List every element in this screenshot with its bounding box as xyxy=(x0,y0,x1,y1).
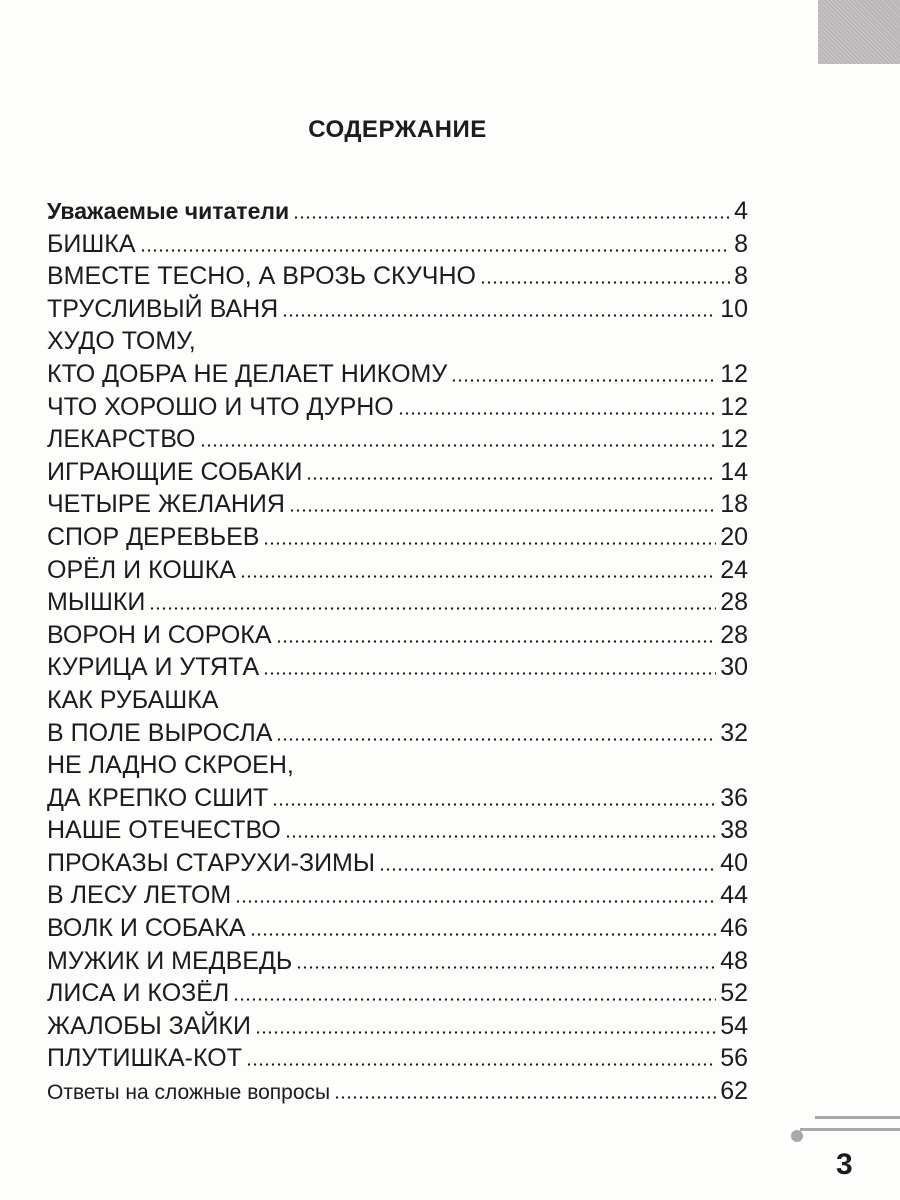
toc-entry-title: ДА КРЕПКО СШИТ xyxy=(47,783,269,812)
dot-leader xyxy=(149,607,716,610)
dot-leader xyxy=(246,1063,716,1066)
decorative-line xyxy=(800,1128,900,1131)
toc-entry-page: 56 xyxy=(720,1044,748,1073)
toc-entry xyxy=(47,521,748,554)
toc-entry xyxy=(47,391,748,424)
toc-entry xyxy=(47,912,748,945)
dot-leader xyxy=(255,1031,716,1034)
toc-entry-page: 8 xyxy=(734,229,748,258)
toc-entry xyxy=(47,749,748,782)
dot-leader xyxy=(296,966,716,969)
toc-entry-title: ЧЕТЫРЕ ЖЕЛАНИЯ xyxy=(47,490,285,519)
dot-leader xyxy=(272,803,716,806)
toc-entry xyxy=(47,782,748,815)
page-title: СОДЕРЖАНИЕ xyxy=(308,116,487,143)
toc-entry-title: ВОРОН И СОРОКА xyxy=(47,620,272,649)
toc-entry xyxy=(47,1042,748,1075)
toc-entry-page: 10 xyxy=(720,294,748,323)
dot-leader xyxy=(276,640,717,643)
dot-leader xyxy=(240,575,716,578)
toc-entry-page: 52 xyxy=(720,979,748,1008)
toc-entry-title: ТРУСЛИВЫЙ ВАНЯ xyxy=(47,294,279,323)
toc-entry xyxy=(47,456,748,489)
toc-entry xyxy=(47,1010,748,1043)
dot-leader xyxy=(200,444,717,447)
toc-entry-title: ВМЕСТЕ ТЕСНО, А ВРОЗЬ СКУЧНО xyxy=(47,262,476,291)
toc-entry-page: 30 xyxy=(720,653,748,682)
toc-entry xyxy=(47,260,748,293)
dot-leader xyxy=(289,509,716,512)
dot-leader xyxy=(285,835,716,838)
toc-entry-page: 54 xyxy=(720,1011,748,1040)
dot-leader xyxy=(276,738,716,741)
dot-leader xyxy=(140,249,731,252)
toc-entry xyxy=(47,325,748,358)
toc-entry xyxy=(47,977,748,1010)
toc-entry xyxy=(47,293,748,326)
toc-entry-page: 12 xyxy=(720,392,748,421)
toc-entry-title: КТО ДОБРА НЕ ДЕЛАЕТ НИКОМУ xyxy=(47,359,448,388)
toc-entry-title: КАК РУБАШКА xyxy=(47,685,219,714)
toc-entry-title: НЕ ЛАДНО СКРОЕН, xyxy=(47,751,294,780)
dot-leader xyxy=(334,1096,716,1099)
toc-entry-title: ХУДО ТОМУ, xyxy=(47,327,196,356)
dot-leader xyxy=(379,868,716,871)
toc-entry xyxy=(47,814,748,847)
toc-entry xyxy=(47,488,748,521)
toc-entry-page: 40 xyxy=(720,848,748,877)
toc-entry-page: 20 xyxy=(720,522,748,551)
toc-entry-title: МУЖИК И МЕДВЕДЬ xyxy=(47,946,293,975)
toc-entry-page: 12 xyxy=(720,359,748,388)
toc-entry-title: ПРОКАЗЫ СТАРУХИ-ЗИМЫ xyxy=(47,848,376,877)
toc-entry-page: 32 xyxy=(720,718,748,747)
dot-leader xyxy=(263,672,716,675)
toc-entry xyxy=(47,717,748,750)
dot-leader xyxy=(306,477,716,480)
toc-entry-title: ЖАЛОБЫ ЗАЙКИ xyxy=(47,1011,251,1040)
dot-leader xyxy=(233,998,716,1001)
toc-entry xyxy=(47,586,748,619)
toc-entry xyxy=(47,228,748,261)
toc-entry xyxy=(47,879,748,912)
toc-entry-title: СПОР ДЕРЕВЬЕВ xyxy=(47,522,260,551)
toc-entry xyxy=(47,195,748,228)
toc-entry xyxy=(47,651,748,684)
toc-entry-title: Уважаемые читатели xyxy=(47,198,290,224)
toc-entry xyxy=(47,1075,748,1108)
toc-entry-title: ОРЁЛ И КОШКА xyxy=(47,555,236,584)
toc-entry-page: 8 xyxy=(734,262,748,291)
toc-entry-title: МЫШКИ xyxy=(47,588,146,617)
toc-entry xyxy=(47,684,748,717)
dot-leader xyxy=(398,412,716,415)
toc-entry-page: 28 xyxy=(720,620,748,649)
corner-tab-decoration xyxy=(818,0,900,64)
table-of-contents xyxy=(47,195,748,1108)
toc-entry-title: ВОЛК И СОБАКА xyxy=(47,914,246,943)
decorative-line xyxy=(815,1116,900,1119)
toc-entry-title: Ответы на сложные вопросы xyxy=(47,1081,331,1105)
dot-leader xyxy=(480,281,730,284)
page-number: 3 xyxy=(836,1148,853,1181)
dot-leader xyxy=(451,379,716,382)
toc-entry xyxy=(47,847,748,880)
toc-entry-page: 24 xyxy=(720,555,748,584)
dot-leader xyxy=(263,542,716,545)
dot-leader xyxy=(235,900,716,903)
toc-entry-page: 62 xyxy=(720,1077,748,1106)
toc-entry-page: 14 xyxy=(720,457,748,486)
toc-entry xyxy=(47,423,748,456)
toc-entry-title: В ПОЛЕ ВЫРОСЛА xyxy=(47,718,273,747)
toc-entry-page: 48 xyxy=(720,946,748,975)
toc-entry-title: ЧТО ХОРОШО И ЧТО ДУРНО xyxy=(47,392,394,421)
toc-entry xyxy=(47,554,748,587)
toc-entry-title: ИГРАЮЩИЕ СОБАКИ xyxy=(47,457,303,486)
toc-entry-page: 46 xyxy=(720,914,748,943)
toc-entry-title: ПЛУТИШКА-КОТ xyxy=(47,1044,242,1073)
toc-entry-page: 36 xyxy=(720,783,748,812)
toc-entry xyxy=(47,619,748,652)
toc-entry-page: 28 xyxy=(720,588,748,617)
dot-leader xyxy=(282,314,716,317)
toc-entry-title: В ЛЕСУ ЛЕТОМ xyxy=(47,881,232,910)
toc-entry-title: ЛИСА И КОЗЁЛ xyxy=(47,979,230,1008)
dot-leader xyxy=(293,216,730,219)
toc-entry-page: 12 xyxy=(720,425,748,454)
toc-entry-title: ЛЕКАРСТВО xyxy=(47,425,196,454)
toc-entry-page: 44 xyxy=(720,881,748,910)
toc-entry-page: 38 xyxy=(720,816,748,845)
dot-leader xyxy=(250,933,717,936)
decorative-dot xyxy=(791,1130,803,1142)
toc-entry xyxy=(47,358,748,391)
toc-entry xyxy=(47,945,748,978)
toc-entry-title: КУРИЦА И УТЯТА xyxy=(47,653,260,682)
toc-entry-title: БИШКА xyxy=(47,229,136,258)
toc-entry-page: 18 xyxy=(720,490,748,519)
toc-entry-page: 4 xyxy=(734,197,748,225)
toc-entry-title: НАШЕ ОТЕЧЕСТВО xyxy=(47,816,281,845)
